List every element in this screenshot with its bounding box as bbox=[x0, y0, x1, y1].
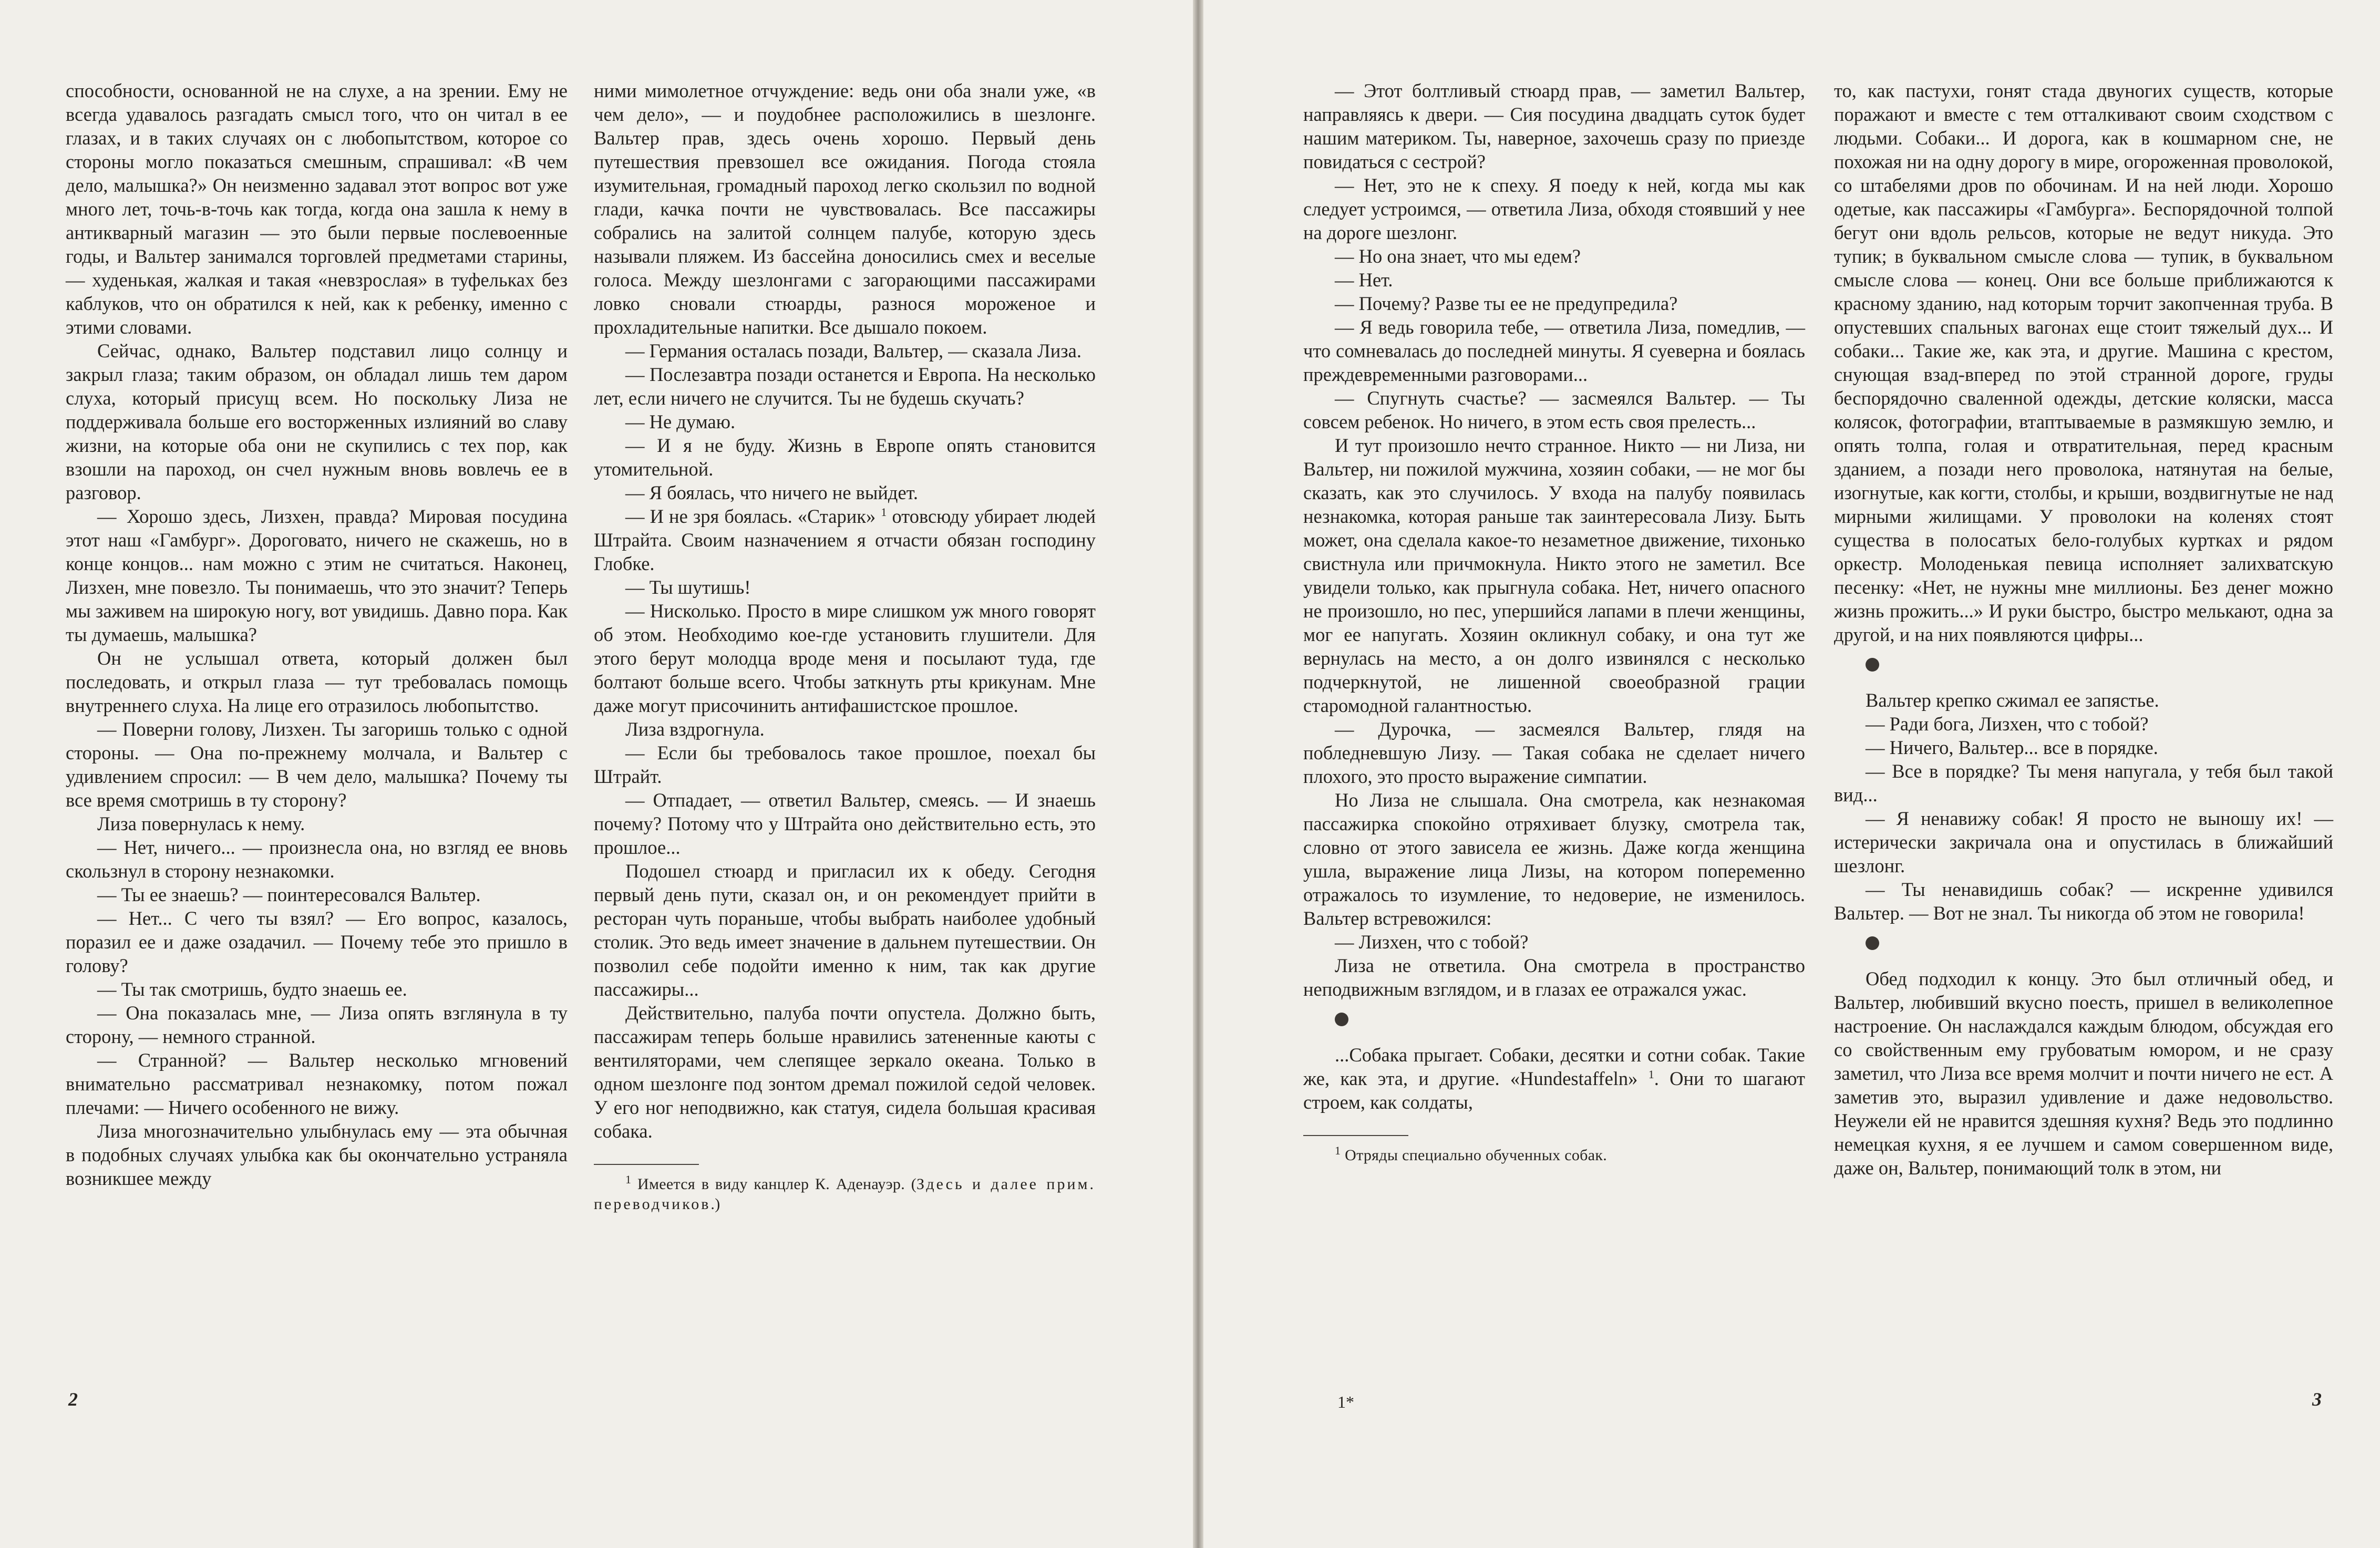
footnote-marker: 1 bbox=[881, 505, 887, 519]
paragraph: — Ты ненавидишь собак? — искренне удивился Вальтер. — Вот не знал. Ты никогда об этом не говорила! bbox=[1834, 879, 2333, 924]
paragraph: — Нет, это не к спеху. Я поеду к ней, когда мы как следует устроимся, — ответила Лиза, обходя стоявший у нее на дороге шезлонг. bbox=[1303, 174, 1805, 243]
gutter bbox=[1193, 0, 1203, 1548]
paragraph: Действительно, палуба почти опустела. Должно быть, пассажирам теперь больше нравились затененные каюты с вентиляторами, чем слепящее зеркало океана. Только в одном шезлонге под зонтом дремал пожилой седой человек. У его ног неподвижно, как статуя, сидела большая красивая собака. bbox=[594, 1002, 1096, 1142]
paragraph: — Все в порядке? Ты меня напугала, у тебя был такой вид... bbox=[1834, 760, 2333, 806]
paragraph: — Нет... С чего ты взял? — Его вопрос, казалось, поразил ее и даже озадачил. — Почему тебе это пришло в голову? bbox=[66, 907, 568, 976]
paragraph: — Она показалась мне, — Лиза опять взглянула в ту сторону, — немного странной. bbox=[66, 1002, 568, 1047]
paragraph: — Но она знает, что мы едем? bbox=[1335, 245, 1581, 267]
paragraph: то, как пастухи, гонят стада двуногих существ, которые поражают и вместе с тем отталкивают своим сходством с людьми. Собаки... И дорога, как в кошмарном сне, не похожая ни на одну дорогу в мире, огороженная проволокой, со штабелями дров по обочинам. И на ней люди. Хорошо одетые, как пассажиры «Гамбурга». Беспорядочной толпой бегут они вдоль рельсов, которые не ведут никуда. Это тупик; в буквальном смысле слова — тупик, в буквальном смысле слова — конец. Они все больше приближаются к красному зданию, над которым торчит закопченная труба. В опустевших спальных вагонах еще стоит тяжелый дух... И собаки... Такие же, как эта, и другие. Машина с крестом, снующая взад-вперед по этой странной дороге, груды беспорядочно сваленной одежды, детские коляски, масса колясок, фотографии, втаптываемые в размякшую землю, и опять толпа, голая и отвратительная, перед красным зданием, а позади него проволока, натянутая на белые, изогнутые, как когти, столбы, и крыши, воздвигнутые не над мирными жилищами. У проволоки на коленях стоят существа в полосатых бело-голубых куртках и рядом оркестр. Молоденькая певица исполняет залихватскую песенку: «Нет, не нужны мне миллионы. Без денег можно жизнь прожить...» И руки быстро, быстро мелькают, одна за другой, и на них появляются цифры... bbox=[1834, 80, 2333, 645]
footnote: $^1$ Имеется в виду канцлер К. Аденауэр. (Здесь и далее прим. переводчиков.) bbox=[594, 1173, 1096, 1213]
paragraph: — Ничего, Вальтер... все в порядке. bbox=[1866, 737, 2158, 758]
paragraph: — Не думаю. bbox=[625, 411, 736, 432]
paragraph: — Хорошо здесь, Лизхен, правда? Мировая посудина этот наш «Гамбург». Дороговато, ничего не скажешь, но в конце концов... нам можно с этим не считаться. Наконец, Лизхен, мне повезло. Ты понимаешь, что это значит? Теперь мы заживем на широкую ногу, вот увидишь. Давно пора. Как ты думаешь, малышка? bbox=[66, 505, 568, 645]
paragraph: — Ты так смотришь, будто знаешь ее. bbox=[97, 978, 407, 1000]
section-divider bbox=[1303, 1001, 1805, 1043]
paragraph: Подошел стюард и пригласил их к обеду. Сегодня первый день пути, сказал он, и он рекомендует прийти в ресторан чуть пораньше, чтобы выбрать наиболее удобный столик. Это ведь имеет значение в дальнем путешествии. Он позволил себе подойти именно к ним, так как другие пассажиры... bbox=[594, 860, 1096, 1000]
paragraph: Сейчас, однако, Вальтер подставил лицо солнцу и закрыл глаза; таким образом, он обладал лишь тем даром слуха, который присущ всем. Но поскольку Лиза не поддерживала больше его восторженных излияний во славу жизни, на которые оба они не скупились с тех пор, как взошли на пароход, он счел нужным вновь вовлечь ее в разговор. bbox=[66, 340, 568, 503]
paragraph: — Нисколько. Просто в мире слишком уж много говорят об этом. Необходимо кое-где установить глушители. Для этого берут молодца вроде меня и посылают туда, где болтают больше всего. Чтобы заткнуть рты крикунам. Мне даже могут присочинить антифашистское прошлое. bbox=[594, 600, 1096, 716]
printer-signature: 1* bbox=[1337, 1392, 1354, 1411]
paragraph: — Дурочка, — засмеялся Вальтер, глядя на побледневшую Лизу. — Такая собака не сделает ничего плохого, это просто выражение симпатии. bbox=[1303, 718, 1805, 787]
section-divider bbox=[1834, 646, 2333, 688]
paragraph: Он не услышал ответа, который должен был последовать, и открыл глаза — тут требовалась помощь внутреннего слуха. На лице его отразилось любопытство. bbox=[66, 647, 568, 716]
page-number-right: 3 bbox=[2312, 1389, 2322, 1410]
bullet-ornament-icon bbox=[1335, 1013, 1348, 1026]
paragraph: — Странной? — Вальтер несколько мгновений внимательно рассматривал незнакомку, потом пожал плечами: — Ничего особенного не вижу. bbox=[66, 1049, 568, 1118]
paragraph: — Я ненавижу собак! Я просто не выношу их! — истерически закричала она и опустилась в ближайший шезлонг. bbox=[1834, 808, 2333, 876]
paragraph: — Я ведь говорила тебе, — ответила Лиза, помедлив, — что сомневалась до последней минуты. Я суеверна и боялась преждевременными разговорами... bbox=[1303, 316, 1805, 385]
right-column-2 bbox=[1834, 79, 2333, 1180]
left-column-2 bbox=[594, 79, 1096, 1214]
right-page bbox=[1203, 0, 2380, 1548]
paragraph: — Этот болтливый стюард прав, — заметил Вальтер, направляясь к двери. — Сия посудина двадцать суток будет нашим материком. Ты, наверное, захочешь сразу по приезде повидаться с сестрой? bbox=[1303, 80, 1805, 172]
paragraph: — Спугнуть счастье? — засмеялся Вальтер. — Ты совсем ребенок. Но ничего, в этом есть своя прелесть... bbox=[1303, 387, 1805, 432]
paragraph: — Ты шутишь! bbox=[625, 576, 751, 598]
footnote-rule bbox=[594, 1164, 699, 1165]
bullet-ornament-icon bbox=[1866, 658, 1879, 672]
paragraph: — И я не буду. Жизнь в Европе опять становится утомительной. bbox=[594, 435, 1096, 480]
bullet-ornament-icon bbox=[1866, 936, 1879, 950]
paragraph: — Нет. bbox=[1335, 269, 1393, 291]
paragraph: — Отпадает, — ответил Вальтер, смеясь. — И знаешь почему? Потому что у Штрайта оно действительно есть, это прошлое... bbox=[594, 789, 1096, 858]
paragraph: Лиза вздрогнула. bbox=[625, 718, 765, 740]
paragraph: способности, основанной не на слухе, а на зрении. Ему не всегда удавалось разгадать смысл того, что он читал в ее глазах, и в таких случаях он с любопытством, которое со стороны могло показаться смешным, спрашивал: «В чем дело, малышка?» Он неизменно задавал этот вопрос вот уже много лет, точь-в-точь как тогда, когда она зашла к нему в антикварный магазин — это были первые послевоенные годы, и Вальтер занимался торговлей предметами старины, — худенькая, жалкая и такая «невзрослая» в туфельках без каблуков, что он обратился к ней, как к ребенку, именно с этими словами. bbox=[66, 80, 568, 338]
paragraph: — Если бы требовалось такое прошлое, поехал бы Штрайт. bbox=[594, 742, 1096, 787]
page-number-left: 2 bbox=[68, 1389, 78, 1410]
paragraph: — Германия осталась позади, Вальтер, — сказала Лиза. bbox=[625, 340, 1081, 362]
paragraph: — Поверни голову, Лизхен. Ты загоришь только с одной стороны. — Она по-прежнему молчала, и Вальтер с удивлением спросил: — В чем дело, малышка? Почему ты все время смотришь в ту сторону? bbox=[66, 718, 568, 811]
footnote-rule bbox=[1303, 1135, 1408, 1136]
section-divider bbox=[1834, 925, 2333, 967]
paragraph: Лиза не ответила. Она смотрела в пространство неподвижным взглядом, и в глазах ее отражался ужас. bbox=[1303, 955, 1805, 1000]
right-column-1 bbox=[1303, 79, 1805, 1165]
paragraph: Обед подходил к концу. Это был отличный обед, и Вальтер, любивший вкусно поесть, пришел в великолепное настроение. Он наслаждался каждым блюдом, обсуждая его со свойственным ему грубоватым юмором, и не сразу заметил, что Лиза все время молчит и почти ничего не ест. А заметив это, выразил удивление и даже недовольство. Неужели ей не нравится здешняя кухня? Ведь это подлинно немецкая кухня, я ее лучшем и самом совершенном виде, даже он, Вальтер, понимающий толк в этом, ни bbox=[1834, 968, 2333, 1179]
footnote: $^1$ Отряды специально обученных собак. bbox=[1335, 1144, 1608, 1164]
paragraph: И тут произошло нечто странное. Никто — ни Лиза, ни Вальтер, ни пожилой мужчина, хозяин собаки, — не мог бы сказать, как это случилось. У входа на палубу появилась незнакомка, которая раньше так заинтересовала Лизу. Быть может, она сделала какое-то незаметное движение, тихонько свистнула или причмокнула. Никто этого не заметил. Все увидели только, как прыгнула собака. Нет, ничего опасного не произошло, но пес, упершийся лапами в плечи женщины, мог ее напугать. Хозяин окликнул собаку, и она тут же вернулась на место, а он долго извинялся с несколько подчеркнутой, не лишенной своеобразной грации старомодной галантностью. bbox=[1303, 435, 1805, 716]
paragraph: — Ты ее знаешь? — поинтересовался Вальтер. bbox=[97, 884, 481, 905]
paragraph: — Послезавтра позади останется и Европа. На несколько лет, если ничего не случится. Ты не будешь скучать? bbox=[594, 364, 1096, 409]
paragraph: — И не зря боялась. «Старик» $^1$ отовсюду убирает людей Штрайта. Своим назначением я отчасти обязан господину Глобке. bbox=[594, 505, 1096, 574]
left-column-1 bbox=[66, 79, 568, 1190]
paragraph: — Почему? Разве ты ее не предупредила? bbox=[1335, 293, 1678, 314]
paragraph: ними мимолетное отчуждение: ведь они оба знали уже, «в чем дело», — и поудобнее расположились в шезлонге. Вальтер прав, здесь очень хорошо. Первый день путешествия превзошел все ожидания. Погода стояла изумительная, громадный пароход легко скользил по водной глади, качка почти не чувствовалась. Все пассажиры собрались на залитой солнцем палубе, которую здесь называли пляжем. Из бассейна доносились смех и веселые голоса. Между шезлонгами с загорающими пассажирами ловко сновали стюарды, разнося мороженое и прохладительные напитки. Все дышало покоем. bbox=[594, 80, 1096, 338]
paragraph: — Я боялась, что ничего не выйдет. bbox=[625, 482, 919, 503]
paragraph: Вальтер крепко сжимал ее запястье. bbox=[1866, 689, 2159, 711]
paragraph: — Нет, ничего... — произнесла она, но взгляд ее вновь скользнул в сторону незнакомки. bbox=[66, 837, 568, 882]
paragraph: Лиза многозначительно улыбнулась ему — эта обычная в подобных случаях улыбка как бы окончательно устраняла возникшее между bbox=[66, 1120, 568, 1189]
paragraph: Но Лиза не слышала. Она смотрела, как незнакомая пассажирка спокойно отряхивает блузку, смотрела так, словно от этого зависела ее жизнь. Даже когда женщина ушла, выражение лица Лизы, на котором попеременно отражалось то изумление, то недоверие, не изменилось. Вальтер встревожился: bbox=[1303, 789, 1805, 929]
paragraph: — Лизхен, что с тобой? bbox=[1335, 931, 1529, 953]
paragraph: ...Собака прыгает. Собаки, десятки и сотни собак. Такие же, как эта, и другие. «Hundestaffeln» $^1$. Они то шагают строем, как солдаты, bbox=[1303, 1044, 1805, 1113]
footnote-marker: 1 bbox=[1648, 1067, 1654, 1081]
paragraph: — Ради бога, Лизхен, что с тобой? bbox=[1866, 713, 2149, 735]
paragraph: Лиза повернулась к нему. bbox=[97, 813, 305, 834]
